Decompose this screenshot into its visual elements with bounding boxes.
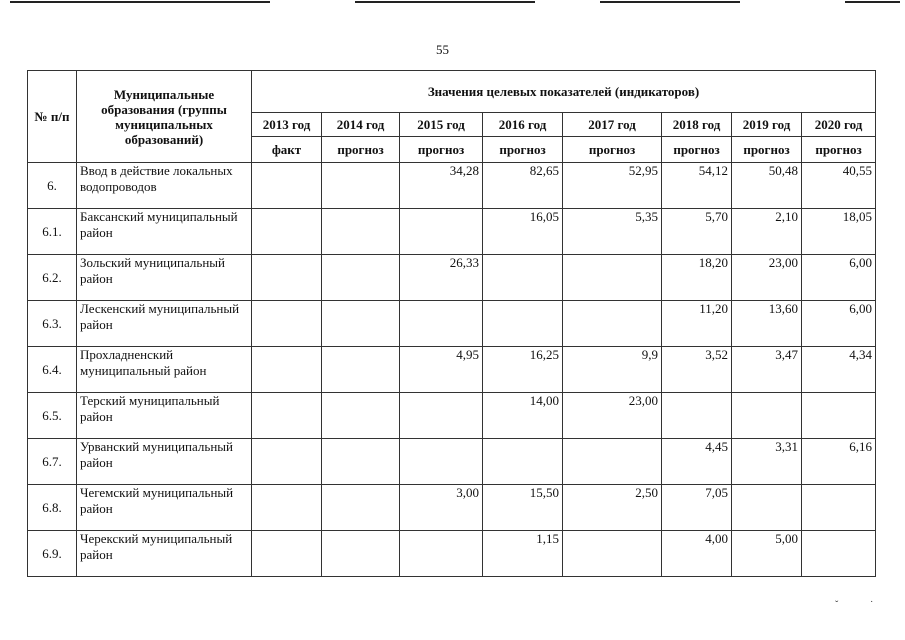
- page-number: 55: [436, 42, 449, 57]
- header-number: № п/п: [28, 71, 77, 163]
- row-value: 5,00: [732, 531, 802, 577]
- row-value: [252, 163, 322, 209]
- row-value: 6,00: [802, 301, 876, 347]
- table-row: [28, 301, 876, 347]
- header-type: факт: [252, 137, 322, 163]
- row-value: [802, 485, 876, 531]
- row-value: [563, 531, 662, 577]
- row-value: 3,31: [732, 439, 802, 485]
- row-value: [483, 439, 563, 485]
- row-value: [252, 393, 322, 439]
- row-municipality: Лескенский муниципальный район: [77, 301, 252, 347]
- row-value: [252, 301, 322, 347]
- header-target-values: Значения целевых показателей (индикаторов): [252, 71, 876, 113]
- row-number: 6.9.: [28, 531, 77, 577]
- row-value: [563, 439, 662, 485]
- row-value: [322, 163, 400, 209]
- row-value: [322, 485, 400, 531]
- row-value: 34,28: [400, 163, 483, 209]
- header-type: прогноз: [322, 137, 400, 163]
- table-row: [28, 485, 876, 531]
- row-value: 2,10: [732, 209, 802, 255]
- row-value: [252, 209, 322, 255]
- header-year: 2016 год: [483, 113, 563, 137]
- row-municipality: Терский муниципальный район: [77, 393, 252, 439]
- row-value: 9,9: [563, 347, 662, 393]
- row-value: 26,33: [400, 255, 483, 301]
- row-value: [802, 393, 876, 439]
- row-value: 54,12: [662, 163, 732, 209]
- table-row: [28, 163, 876, 209]
- row-number: 6.4.: [28, 347, 77, 393]
- table-row: [28, 347, 876, 393]
- row-value: [322, 255, 400, 301]
- row-value: [252, 531, 322, 577]
- row-value: 18,20: [662, 255, 732, 301]
- row-value: 2,50: [563, 485, 662, 531]
- row-value: 5,70: [662, 209, 732, 255]
- row-value: [322, 531, 400, 577]
- row-value: 7,05: [662, 485, 732, 531]
- row-value: [322, 439, 400, 485]
- row-value: 23,00: [563, 393, 662, 439]
- table-row: [28, 393, 876, 439]
- row-value: 4,45: [662, 439, 732, 485]
- header-type: прогноз: [662, 137, 732, 163]
- row-value: [400, 301, 483, 347]
- scan-artifact-line: [600, 1, 740, 3]
- row-number: 6.7.: [28, 439, 77, 485]
- header-type: прогноз: [563, 137, 662, 163]
- row-value: [252, 347, 322, 393]
- row-municipality: Чегемский муниципальный район: [77, 485, 252, 531]
- row-value: 3,52: [662, 347, 732, 393]
- header-year: 2017 год: [563, 113, 662, 137]
- row-value: 6,16: [802, 439, 876, 485]
- header-type: прогноз: [483, 137, 563, 163]
- row-number: 6.2.: [28, 255, 77, 301]
- scan-mark: ˙: [870, 600, 874, 611]
- header-year: 2019 год: [732, 113, 802, 137]
- header-type: прогноз: [400, 137, 483, 163]
- row-municipality: Прохладненский муниципальный район: [77, 347, 252, 393]
- row-value: [732, 393, 802, 439]
- row-value: [322, 209, 400, 255]
- header-year: 2018 год: [662, 113, 732, 137]
- row-value: [400, 393, 483, 439]
- row-value: 11,20: [662, 301, 732, 347]
- row-municipality: Ввод в действие локальных водопроводов: [77, 163, 252, 209]
- row-value: 52,95: [563, 163, 662, 209]
- header-year: 2015 год: [400, 113, 483, 137]
- row-value: [483, 301, 563, 347]
- scan-mark: ˇ: [835, 600, 839, 611]
- row-municipality: Черекский муниципальный район: [77, 531, 252, 577]
- header-municipality: Муниципальные образования (группы муниципальных образований): [77, 71, 252, 163]
- row-value: 16,25: [483, 347, 563, 393]
- row-value: [322, 301, 400, 347]
- table-row: [28, 209, 876, 255]
- row-value: 14,00: [483, 393, 563, 439]
- row-value: [802, 531, 876, 577]
- row-value: 13,60: [732, 301, 802, 347]
- header-type: прогноз: [802, 137, 876, 163]
- header-type: прогноз: [732, 137, 802, 163]
- row-municipality: Баксанский муниципальный район: [77, 209, 252, 255]
- table-row: [28, 531, 876, 577]
- row-value: 82,65: [483, 163, 563, 209]
- row-value: 4,95: [400, 347, 483, 393]
- row-value: [400, 531, 483, 577]
- row-value: [322, 393, 400, 439]
- row-value: 3,47: [732, 347, 802, 393]
- row-number: 6.8.: [28, 485, 77, 531]
- row-value: [322, 347, 400, 393]
- target-indicators-table: [27, 70, 876, 577]
- row-value: 15,50: [483, 485, 563, 531]
- row-value: [563, 255, 662, 301]
- row-value: [563, 301, 662, 347]
- row-value: 4,34: [802, 347, 876, 393]
- row-value: 5,35: [563, 209, 662, 255]
- row-number: 6.3.: [28, 301, 77, 347]
- row-value: [732, 485, 802, 531]
- row-number: 6.: [28, 163, 77, 209]
- row-value: [252, 485, 322, 531]
- row-value: 4,00: [662, 531, 732, 577]
- row-value: [400, 439, 483, 485]
- row-value: [252, 255, 322, 301]
- row-number: 6.1.: [28, 209, 77, 255]
- row-value: 40,55: [802, 163, 876, 209]
- row-number: 6.5.: [28, 393, 77, 439]
- row-value: 50,48: [732, 163, 802, 209]
- row-value: 23,00: [732, 255, 802, 301]
- row-value: 18,05: [802, 209, 876, 255]
- header-year: 2014 год: [322, 113, 400, 137]
- row-value: [400, 209, 483, 255]
- row-value: 6,00: [802, 255, 876, 301]
- table-body: [28, 163, 876, 577]
- scan-artifact-line: [10, 1, 270, 3]
- scan-artifact-line: [845, 1, 900, 3]
- row-value: [662, 393, 732, 439]
- header-year: 2020 год: [802, 113, 876, 137]
- table-row: [28, 255, 876, 301]
- row-value: 16,05: [483, 209, 563, 255]
- row-value: 1,15: [483, 531, 563, 577]
- row-value: 3,00: [400, 485, 483, 531]
- scan-artifact-line: [355, 1, 535, 3]
- table-row: [28, 439, 876, 485]
- row-municipality: Урванский муниципальный район: [77, 439, 252, 485]
- row-value: [252, 439, 322, 485]
- row-municipality: Зольский муниципальный район: [77, 255, 252, 301]
- header-year: 2013 год: [252, 113, 322, 137]
- row-value: [483, 255, 563, 301]
